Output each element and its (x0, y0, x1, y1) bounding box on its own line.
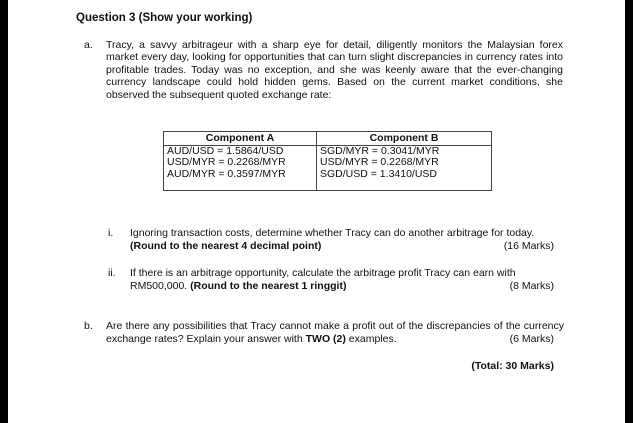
exchange-rate-table (163, 131, 492, 191)
sub-i-text-plain: Ignoring transaction costs, determine whether Tracy can do another arbitrage for today. (130, 227, 535, 239)
component-a-cell (164, 145, 317, 191)
part-b-text-after: examples. (348, 332, 397, 345)
spacer (167, 180, 313, 190)
part-b-two: TWO (2) (305, 332, 346, 345)
total-marks: (Total: 30 Marks) (471, 360, 554, 372)
sub-i-rounding: (Round to the nearest 4 decimal point) (130, 239, 322, 252)
part-a-paragraph: Tracy, a savvy arbitrageur with a sharp eye for detail, diligently monitors the Malaysian forex market every day, looking for opportunities that can turn slight discrepancies in currency rates into profitable trades. Today was no exception, and she was keenly aware that the ever-changing currency landscape could hold hidden gems. Based on the current market conditions, she observed the subsequent quoted exchange rate: (106, 39, 563, 101)
table-row (164, 145, 492, 191)
component-a-header: Component A (164, 132, 317, 146)
part-a-label: a. (84, 39, 93, 51)
sub-ii-marks: (8 Marks) (509, 280, 554, 292)
part-b-label: b. (84, 320, 93, 332)
rate-aud-usd: AUD/USD = 1.5864/USD (167, 144, 284, 157)
sub-i-label: i. (108, 227, 114, 239)
sub-ii-text (130, 267, 564, 292)
sub-ii-rounding: (Round to the nearest 1 ringgit) (190, 279, 347, 292)
rate-sgd-myr: SGD/MYR = 0.3041/MYR (320, 144, 440, 157)
part-b-text-before: Are there any possibilities that Tracy cannot make a profit out of the discrepancies of the currency exchange rates? Explain your answer with (106, 320, 564, 345)
spacer (320, 180, 488, 190)
rate-usd-myr-b: USD/MYR = 0.2268/MYR (320, 156, 439, 168)
rate-aud-myr: AUD/MYR = 0.3597/MYR (167, 167, 286, 180)
document-page (8, 0, 625, 423)
component-b-header: Component B (317, 132, 492, 146)
part-b-marks: (6 Marks) (509, 333, 554, 345)
sub-ii-text-plain: If there is an arbitrage opportunity, calculate the arbitrage profit Tracy can earn with RM500,000. (130, 267, 516, 292)
question-title: Question 3 (Show your working) (76, 12, 253, 24)
sub-ii-label: ii. (108, 267, 116, 279)
component-b-cell (317, 145, 492, 191)
table-header-row (164, 132, 492, 146)
rate-usd-myr-a: USD/MYR = 0.2268/MYR (167, 156, 286, 168)
sub-i-marks: (16 Marks) (503, 240, 554, 252)
part-b-text (106, 320, 564, 345)
sub-i-text (130, 227, 564, 252)
rate-sgd-usd: SGD/USD = 1.3410/USD (320, 167, 438, 180)
